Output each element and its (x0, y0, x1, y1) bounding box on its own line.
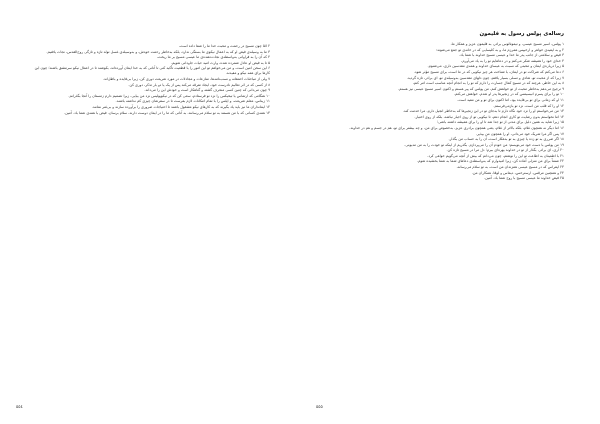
verse: ۹ ترجیح می‌دهم به‌خاطر محبت از تو خواهش کنم، من پولس که پیر هستم و اکنون اسیر مسیح عیسی نیز هستم. (398, 86, 564, 91)
verse: ۱۳ همه‌ی کسانی که با من هستند به تو سلام می‌رسانند. به آنانی که ما را در ایمان دوست دارند، سلام برسان. فیض با همه‌ی شما باد. آمین. (63, 110, 270, 115)
verse: ۱۸ اگر ضرری به تو زده یا چیزی به تو بدهکار است، آن را به حساب من بگذار. (448, 137, 564, 142)
verse: ۲ و به اپفیه‌ی خواهر و ارخیپس همرزم ما، و به کلیسایی که در خانه‌ی تو جمع می‌شوند: (435, 47, 564, 52)
verse: ۵ تا به فیض او عادل شمرده شده، وارث امید حیات جاودانی شویم. (170, 60, 270, 65)
verse: ۲ امّا چون مسیح در رحمت و محبت خدا ما را شفا داده است، (178, 44, 270, 48)
verse: ۱۷ پس اگر مرا شریک خود می‌دانی، او را همچون من بپذیر. (475, 131, 564, 136)
verse: ۶ دعا می‌کنم که شراکت تو در ایمان، با شناخت هر چیز نیکویی که در ما است، برای مسیح مؤثر شود. (413, 69, 564, 74)
verse: ۱ پولس، اسیر مسیح عیسی، و تیموتائوس برادر، به فلیمون عزیز و همکار ما، (450, 42, 564, 46)
verse: ۲۱ با اطمینان به اطاعت تو این را نوشتم، چون می‌دانم که بیش از آنچه می‌گویم خواهی کرد. (427, 153, 564, 158)
right-page-text (322, 42, 564, 182)
verse: ۱۵ زیرا شاید به همین دلیل برای مدتی از تو جدا شد تا او را برای همیشه داشته باشی؛ (437, 120, 564, 125)
book-title: رساله‌ی پولس رسول به فلیمون (479, 31, 564, 37)
verse: ۵ زیرا درباره‌ی ایمان و محبتی که نسبت به عیسای خداوند و همه‌ی مقدسین داری، می‌شنوم. (427, 64, 564, 69)
verse: ۸ به این خاطر، هرچند که در مسیح کمال جسارت را دارم که تو را به انجام آنچه مناسب است امر کنم، (412, 81, 564, 86)
verse: ۱۰ هنگامی که ارتماس یا تیخیکس را نزد تو فرستادم، سعی کن که در نیکوپولیس نزد من بیایی، زیرا تصمیم دارم زمستان را آنجا بگذرانم. (68, 93, 270, 98)
verse: ۱۱ زیناس، معلم شریعت، و اپلس را با تمام امکانات لازم بفرست تا در سفرشان چیزی کم نداشته باشند. (115, 99, 270, 104)
verse: ۳ فیض و سلامتی از جانب پدر ما خدا و عیسی مسیح خداوند با شما باد. (458, 53, 564, 58)
verse: ۷ ولی از مباحثات احمقانه و نسب‌نامه‌ها، منازعات و مجادلات در مورد شریعت دوری کن، زیرا بی‌فایده و باطل‌اند. (102, 77, 270, 82)
right-page-number: ٥٥٥ (316, 404, 323, 409)
verse: ۲۰ آری، ای برادر، بگذار از تو در خداوند بهره‌ای ببرم؛ دل مرا در مسیح تازه کن. (446, 148, 564, 153)
verse: ۲۵ فیض خداوند ما عیسی مسیح با روح شما باد. آمین. (483, 176, 564, 181)
left-page-number: ٥٥٤ (16, 404, 23, 409)
verse: ۲۳ اپفراس که در مسیح عیسی همزندان من است، به تو سلام می‌رساند، (456, 165, 564, 170)
verse: ۷ زیرا که از محبت تو، شادی و تسلی بسیار یافتم، چون دلهای مقدسین به‌وسیله‌ی تو، ای برادر، تازه گردید. (406, 75, 564, 80)
verse: ۱۹ من پولس با دست خود می‌نویسم: من خودم آن را می‌پردازم. بگذریم از اینکه تو خودت را به من مدیونی. (404, 142, 564, 147)
verse: ۴ خدای خود را همیشه شکر می‌کنم و در دعاهایم تو را به یاد می‌آورم، (461, 58, 564, 63)
verse: ۲۲ ضمناً برای من منزلی آماده کن، زیرا امیدوارم که به‌واسطه‌ی دعاهای شما به شما بخشیده شوم. (417, 159, 564, 164)
verse: ۱۲ ایمانداران ما نیز باید یاد بگیرند که به کارهای نیکو مشغول باشند تا احتیاجات ضروری را برآورده سازند و بی‌ثمر نمانند. (91, 104, 270, 109)
verse: ۳ ما به وسیله‌ی فیض او که به اعمال نیکوی ما بستگی ندارد، بلکه به‌خاطر رحمت خودش، و به‌وسیله‌ی غسل تولد تازه و تازگی روح‌القدس، نجات یافتیم. (46, 49, 270, 54)
verse: ۱۳ من می‌خواستم او را نزد خود نگاه دارم تا به‌جای تو در این زنجیرها که به‌خاطر انجیل دارم، مرا خدمت کند. (402, 109, 564, 114)
verse: ۹ چون می‌دانی که چنین کسی منحرف گشته و گناهکار است و خودش این را می‌داند. (144, 88, 270, 93)
left-page-text (30, 44, 270, 116)
verse: ۱۶ اما دیگر نه همچون غلام، بلکه بالاتر از غلام، یعنی همچون برادری عزیز، به‌خصوص برای من، و چه بیشتر برای تو، هم در جسم و هم در خداوند. (349, 125, 564, 130)
right-page (300, 0, 600, 424)
verse: ۱۲ او را که قلب من است، نزد تو بازمی‌فرستم. (493, 103, 564, 108)
verse: ۱۰ تو را برای پسرم انیسیمس که در زنجیرها پدر او شدم، خواهش می‌کنم. (453, 92, 564, 97)
verse: ۶ این سخن امین است، و من می‌خواهم تو این امور را با قطعیت تأکید کنی تا آنانی که به خدا ایمان آورده‌اند، بکوشند تا در اعمال نیکو سرمشق باشند؛ چون این کارها برای همه نیکو و مفیدند. (34, 66, 270, 76)
verse: ۴ که آن را به فراوانی به‌واسطه‌ی نجات‌دهنده‌ی ما عیسی مسیح بر ما ریخت، (156, 55, 270, 60)
verse: ۱۱ او که زمانی برای تو بی‌فایده بود، اما اکنون برای تو و من مفید است. (457, 97, 564, 102)
verse: ۸ از کسی که در اثر تعالیم نادرست خود، ایجاد تفرقه می‌کند پس از یک یا دو بار تذکر، دوری کن. (128, 82, 270, 87)
verse: ۱۴ اما نخواستم بدون رضایت تو کاری انجام دهم، تا نیکویی تو از روی اجبار نباشد، بلکه از روی اختیار. (414, 114, 564, 119)
verse: ۲۴ و همچنین مرقس، ارسترخس، دیماس و لوقا، همکاران من. (471, 170, 564, 175)
